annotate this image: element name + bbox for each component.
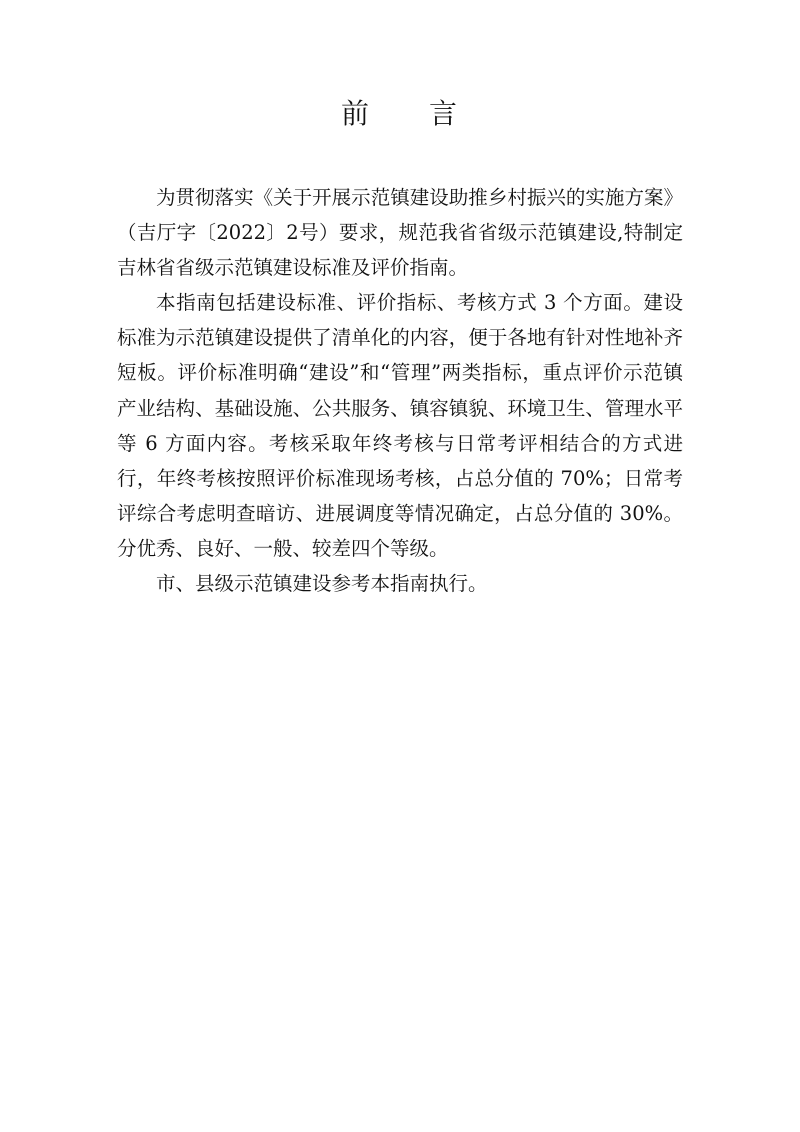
paragraph-purpose: 为贯彻落实《关于开展示范镇建设助推乡村振兴的实施方案》（吉厅字〔2022〕2号）要求，规范我省省级示范镇建设,特制定吉林省省级示范镇建设标准及评价指南。: [117, 186, 683, 280]
title-char-left: 前: [340, 97, 371, 130]
page-title: [0, 92, 800, 132]
paragraph-scope: 市、县级示范镇建设参考本指南执行。: [156, 572, 488, 596]
title-char-right: 言: [429, 97, 460, 130]
preface-body: [117, 180, 683, 601]
paragraph-contents: 本指南包括建设标准、评价指标、考核方式 3 个方面。建设标准为示范镇建设提供了清单化的内容，便于各地有针对性地补齐短板。评价标准明确“建设”和“管理”两类指标，重点评价示范镇产业结构、基础设施、公共服务、镇容镇貌、环境卫生、管理水平等 6 方面内容。考核采取年终考核与日常考评相结合的方式进行，年终考核按照评价标准现场考核，占总分值的 70%；日常考评综合考虑明查暗访、进展调度等情况确定，占总分值的 30%。分优秀、良好、一般、较差四个等级。: [117, 291, 683, 560]
